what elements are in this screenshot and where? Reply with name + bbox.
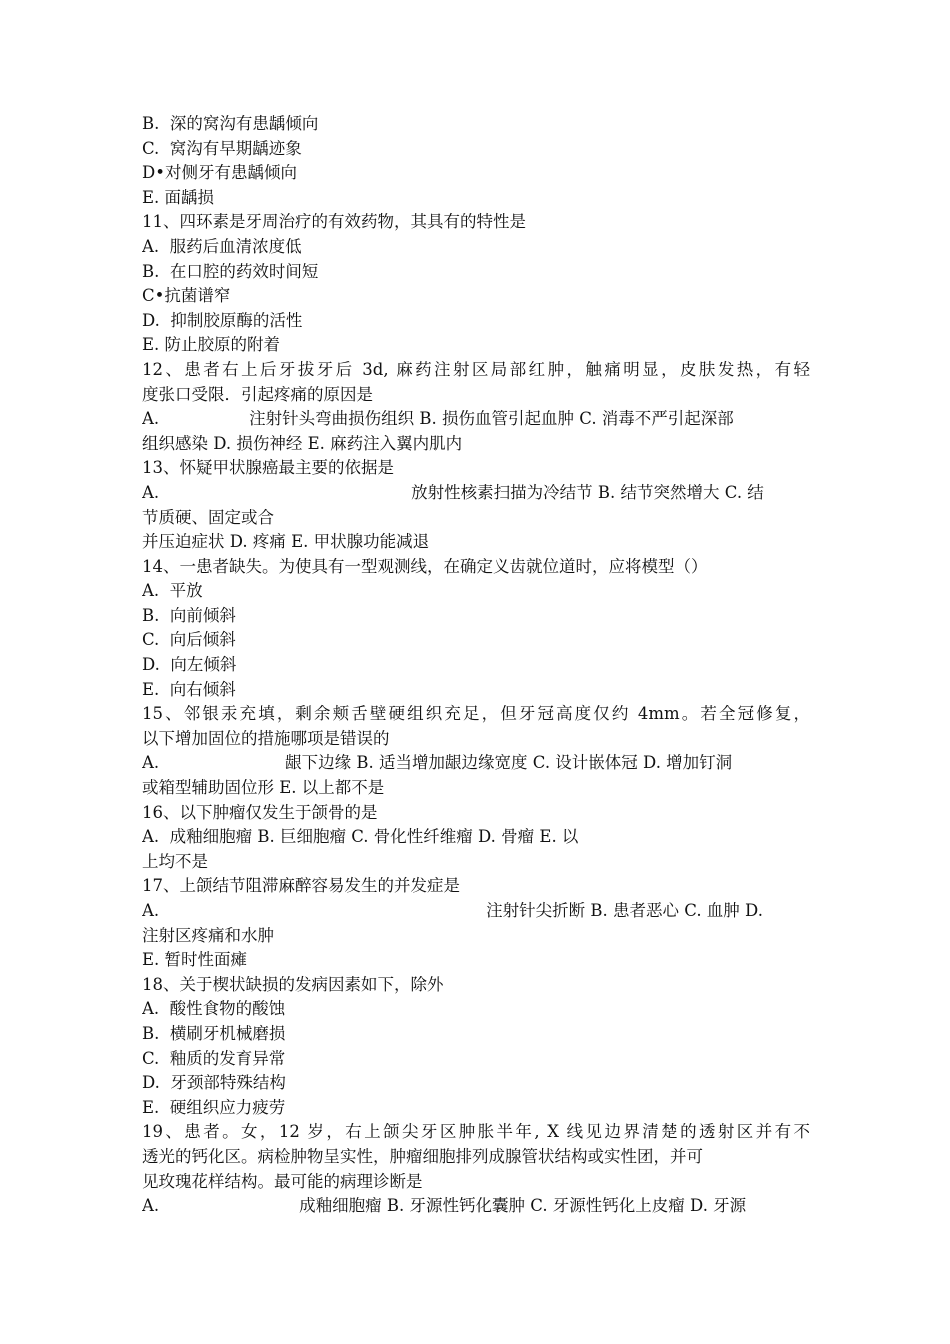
option-text: 龈下边缘 B. 适当增加龈边缘宽度 C. 设计嵌体冠 D. 增加钉洞 xyxy=(285,753,733,773)
question-19: 19、患者。女，12 岁，右上颌尖牙区肿胀半年, X 线见边界清楚的透射区并有不 xyxy=(142,1122,810,1142)
option-label: A. xyxy=(142,482,160,502)
option-label: A. xyxy=(142,901,160,920)
option-line: B. 深的窝沟有患龋倾向 xyxy=(142,114,319,133)
option-text: 放射性核素扫描为冷结节 B. 结节突然增大 C. 结 xyxy=(411,482,764,502)
option-line: B. 向前倾斜 xyxy=(142,605,236,625)
question-14: 14、一患者缺失。为使具有一型观测线，在确定义齿就位道时，应将模型（） xyxy=(142,556,708,576)
option-label: A. xyxy=(142,409,160,429)
option-line: B. 在口腔的药效时间短 xyxy=(142,261,319,281)
option-line: A. 平放 xyxy=(142,581,203,601)
option-line: E. 向右倾斜 xyxy=(142,679,236,699)
option-line: C. 向后倾斜 xyxy=(142,630,236,650)
option-line: E. 面龋损 xyxy=(142,187,215,207)
question-15-cont: 以下增加固位的措施哪项是错误的 xyxy=(142,728,390,748)
option-line: A. 服药后血清浓度低 xyxy=(142,236,302,256)
option-line: 组织感染 D. 损伤神经 E. 麻药注入翼内肌内 xyxy=(142,433,463,453)
option-line: 注射区疼痛和水肿 xyxy=(142,925,274,945)
option-line: E. 暂时性面瘫 xyxy=(142,950,248,970)
option-line xyxy=(142,481,810,506)
question-19-cont: 透光的钙化区。病检肿物呈实性，肿瘤细胞排列成腺管状结构或实性团，并可 xyxy=(142,1146,703,1166)
option-line: D. 向左倾斜 xyxy=(142,655,237,675)
option-line: B. 横刷牙机械磨损 xyxy=(142,1023,286,1043)
question-12: 12、患者右上后牙拔牙后 3d, 麻药注射区局部红肿，触痛明显，皮肤发热，有轻 xyxy=(142,359,810,379)
option-text: 注射针尖折断 B. 患者恶心 C. 血肿 D. xyxy=(486,901,763,920)
question-17: 17、上颌结节阻滞麻醉容易发生的并发症是 xyxy=(142,876,460,896)
option-line xyxy=(142,751,810,776)
question-16: 16、以下肿瘤仅发生于颌骨的是 xyxy=(142,802,378,822)
document-page xyxy=(142,112,810,1219)
option-line: D. 牙颈部特殊结构 xyxy=(142,1073,286,1093)
option-line xyxy=(142,407,810,432)
option-label: A. xyxy=(142,1196,160,1216)
option-line: 并压迫症状 D. 疼痛 E. 甲状腺功能减退 xyxy=(142,532,430,552)
option-line: E. 硬组织应力疲劳 xyxy=(142,1097,286,1117)
option-line: A. 成釉细胞瘤 B. 巨细胞瘤 C. 骨化性纤维瘤 D. 骨瘤 E. 以 xyxy=(142,827,579,847)
option-line: D. 抑制胶原酶的活性 xyxy=(142,310,303,330)
option-line: 或箱型辅助固位形 E. 以上都不是 xyxy=(142,778,385,798)
option-line: C. 釉质的发育异常 xyxy=(142,1048,286,1068)
option-line: E. 防止胶原的附着 xyxy=(142,335,281,355)
option-line: A. 酸性食物的酸蚀 xyxy=(142,999,286,1019)
question-18: 18、关于楔状缺损的发病因素如下，除外 xyxy=(142,974,444,994)
option-line xyxy=(142,1194,810,1219)
question-13: 13、怀疑甲状腺癌最主要的依据是 xyxy=(142,458,394,478)
option-line: C•抗菌谱窄 xyxy=(142,286,231,306)
option-line: 节质硬、固定或合 xyxy=(142,507,274,527)
question-15: 15、邻银汞充填，剩余颊舌壁硬组织充足，但牙冠高度仅约 4mm。若全冠修复， xyxy=(142,704,810,724)
option-line: 上均不是 xyxy=(142,851,208,871)
option-line: C. 窝沟有早期龋迹象 xyxy=(142,138,302,158)
option-label: A. xyxy=(142,753,160,773)
option-line xyxy=(142,899,810,924)
option-text: 成釉细胞瘤 B. 牙源性钙化囊肿 C. 牙源性钙化上皮瘤 D. 牙源 xyxy=(299,1196,747,1216)
option-line: D•对侧牙有患龋倾向 xyxy=(142,163,297,183)
option-text: 注射针头弯曲损伤组织 B. 损伤血管引起血肿 C. 消毒不严引起深部 xyxy=(249,409,734,429)
question-19-cont: 见玫瑰花样结构。最可能的病理诊断是 xyxy=(142,1171,423,1191)
question-11: 11、四环素是牙周治疗的有效药物，其具有的特性是 xyxy=(142,212,526,232)
question-12-cont: 度张口受限．引起疼痛的原因是 xyxy=(142,384,373,404)
